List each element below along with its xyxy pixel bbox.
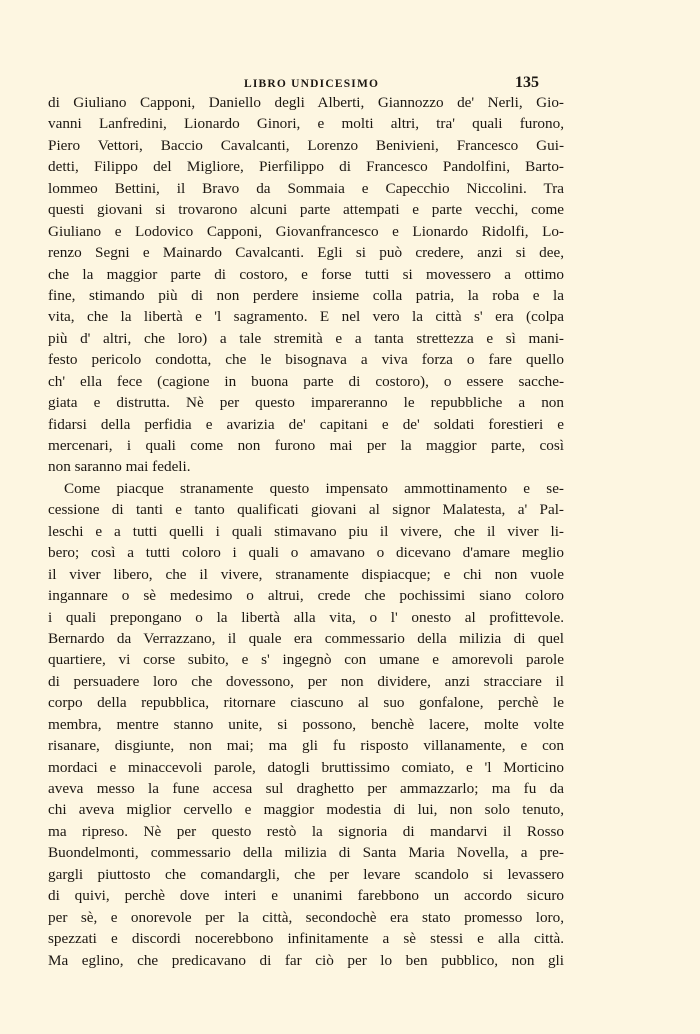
text-line: Buondelmonti, commessario della milizia di Santa Maria Novella, a pre-	[48, 844, 564, 862]
text-line: cessione di tanti e tanto qualificati giovani al signor Malatesta, a' Pal-	[48, 501, 564, 519]
text-line: giata e distrutta. Nè per questo impareranno le repubbliche a non	[48, 394, 564, 412]
running-head	[0, 74, 700, 94]
text-line: Bernardo da Verrazzano, il quale era commessario della milizia di quel	[48, 629, 564, 647]
text-line: non saranno mai fedeli.	[48, 458, 191, 476]
text-line: il viver libero, che il vivere, stranamente dispiacque; e chi non vuole	[48, 565, 564, 583]
text-line: vita, che la libertà e 'l sagramento. E nel vero la città s' era (colpa	[48, 308, 564, 326]
text-line: ingannare o sè medesimo o altrui, crede che pochissimi siano coloro	[48, 587, 564, 605]
text-line: Ma eglino, che predicavano di far ciò per lo ben pubblico, non gli	[48, 951, 564, 969]
running-title: LIBRO UNDICESIMO	[244, 78, 380, 90]
text-line: aveva messo la fune accesa sul draghetto per ammazzarlo; ma fu da	[48, 780, 564, 797]
text-line: chi aveva miglior cervello e maggior modestia di lui, non solo tenuto,	[48, 801, 564, 819]
text-line: di persuadere loro che dovessono, per non dividere, anzi stracciare il	[48, 672, 564, 690]
text-line: vanni Lanfredini, Lionardo Ginori, e molti altri, tra' quali furono,	[48, 115, 564, 133]
text-line: lommeo Bettini, il Bravo da Sommaia e Capecchio Niccolini. Tra	[48, 179, 564, 197]
text-line: risanare, disgiunte, non mai; ma gli fu risposto villanamente, e con	[48, 737, 564, 755]
text-line: mercenari, i quali come non furono mai per la maggior parte, così	[48, 437, 564, 454]
text-line: festo pericolo condotta, che le bisognava a viva forza o fare quello	[48, 351, 564, 369]
paragraph	[48, 478, 564, 971]
text-line: ma ripreso. Nè per questo restò la signoria di mandarvi il Rosso	[48, 822, 564, 840]
text-line: questi giovani si trovarono alcuni parte attempati e parte vecchi, come	[48, 201, 564, 219]
page-number: 135	[515, 74, 539, 91]
text-line: più d' altri, che loro) a tale stremità e a tanta strettezza e sì mani-	[48, 329, 564, 347]
text-line: ch' ella fece (cagione in buona parte di costoro), o essere sacche-	[48, 372, 564, 390]
text-line: per sè, e onorevole per la città, secondochè era stato promesso loro,	[48, 908, 564, 926]
text-line: Come piacque stranamente questo impensato ammottinamento e se-	[64, 479, 564, 497]
text-line: che la maggior parte di costoro, e forse tutti si movessero a ottimo	[48, 265, 564, 283]
text-line: leschi e a tutti quelli i quali stimavano piu il vivere, che il viver li-	[48, 522, 564, 540]
text-line: detti, Filippo del Migliore, Pierfilippo di Francesco Pandolfini, Barto-	[48, 158, 564, 176]
text-line: mordaci e minaccevoli parole, datogli bruttissimo comiato, e 'l Morticino	[48, 758, 564, 776]
text-line: renzo Segni e Mainardo Cavalcanti. Egli si può credere, anzi si dee,	[48, 244, 564, 262]
text-line: di Giuliano Capponi, Daniello degli Alberti, Giannozzo de' Nerli, Gio-	[48, 94, 564, 111]
text-line: i quali prepongano o la libertà alla vita, o l' onesto al profittevole.	[48, 608, 564, 626]
text-line: fidarsi della perfidia e avarizia de' capitani e de' soldati forestieri e	[48, 415, 564, 433]
text-line: Piero Vettori, Baccio Cavalcanti, Lorenzo Benivieni, Francesco Gui-	[48, 136, 564, 154]
text-line: corpo della repubblica, ritornare ciascuno al suo gonfalone, perchè le	[48, 694, 564, 712]
text-line: membra, mentre stanno unite, si possono, benchè lacere, molte volte	[48, 715, 564, 733]
text-line: di quivi, perchè dove interi e unanimi farebbono un accordo sicuro	[48, 887, 564, 905]
text-line: gargli piuttosto che comandargli, che per levare scandolo si levassero	[48, 865, 564, 883]
text-line: quartiere, vi corse subito, e s' ingegnò con umane e amorevoli parole	[48, 651, 564, 669]
text-body	[48, 92, 564, 971]
text-line: Giuliano e Lodovico Capponi, Giovanfrancesco e Lionardo Ridolfi, Lo-	[48, 222, 564, 240]
paragraph	[48, 92, 564, 478]
text-line: bero; così a tutti coloro i quali o amavano o dicevano d'amare meglio	[48, 544, 564, 562]
text-line: spezzati e discordi nocerebbono infinitamente a sè stessi e alla città.	[48, 930, 564, 948]
text-line: fine, stimando più di non perdere insieme colla patria, la roba e la	[48, 286, 564, 304]
